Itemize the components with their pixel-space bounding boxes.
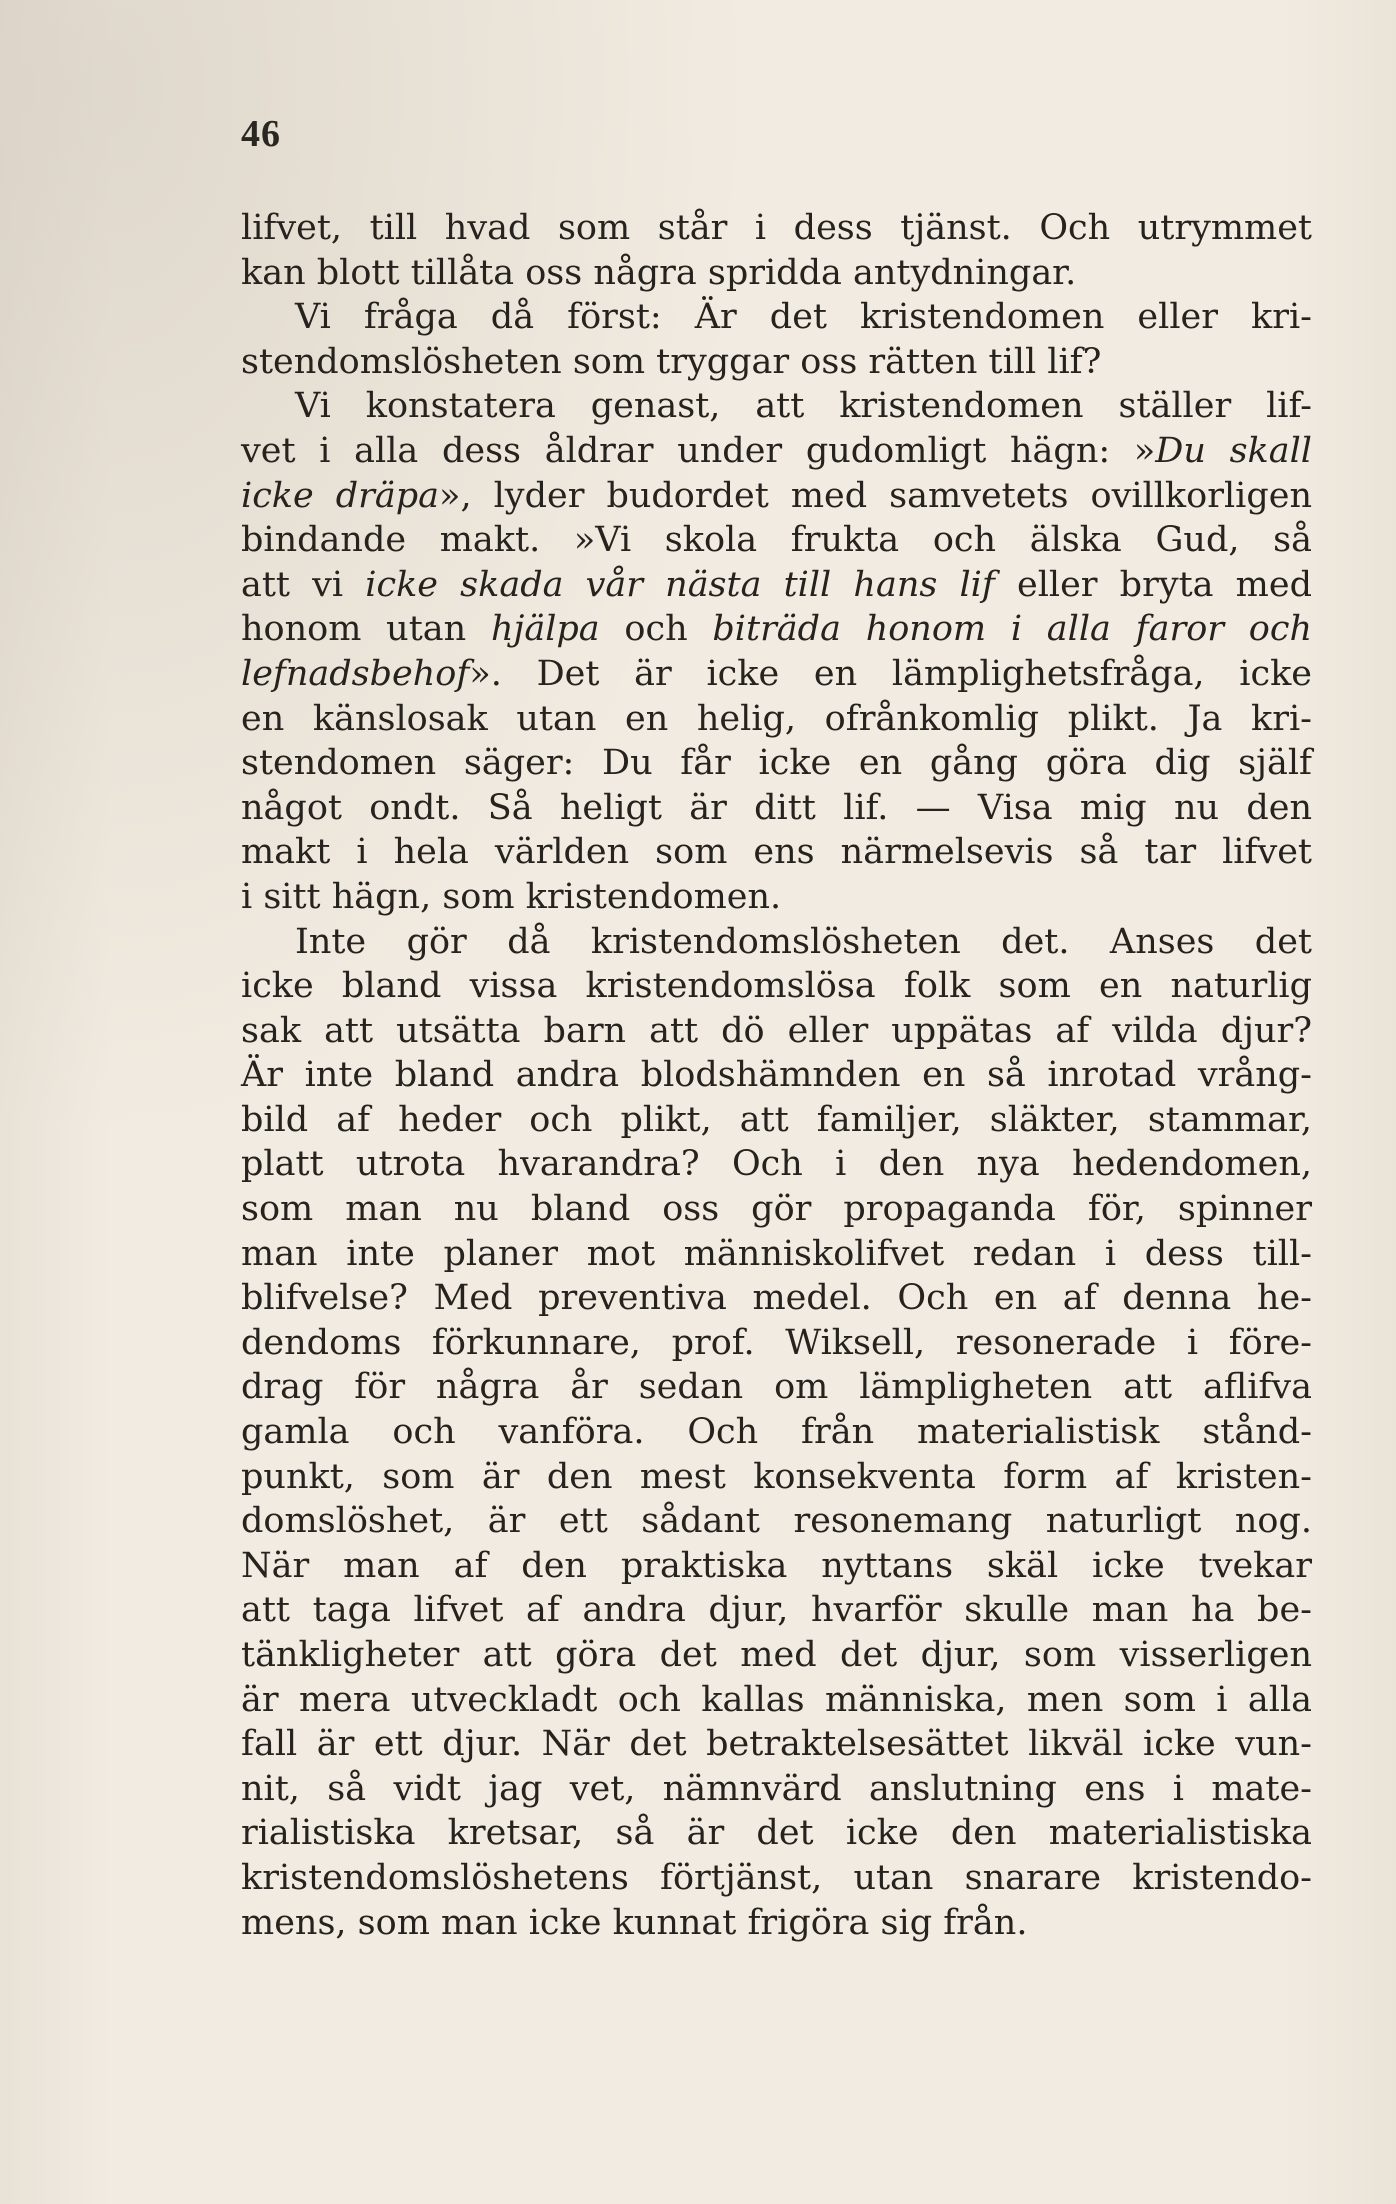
text-segment: kristendomslöshetens förtjänst, utan snarare kristendo-	[241, 1857, 1312, 1898]
text-line	[241, 1633, 1312, 1678]
text-segment: lifvet, till hvad som står i dess tjänst. Och utrymmet	[241, 208, 1312, 248]
text-line	[241, 1232, 1312, 1277]
text-line	[241, 741, 1312, 786]
text-segment: kan blott tillåta oss några spridda antydningar.	[241, 252, 1077, 293]
text-segment: mens, som man icke kunnat frigöra sig från.	[241, 1902, 1028, 1943]
text-segment: tänkligheter att göra det med det djur, som visserligen	[241, 1635, 1312, 1675]
text-line	[241, 1276, 1312, 1321]
text-line	[241, 518, 1312, 563]
text-line	[241, 1009, 1312, 1054]
italic-text: Du skall	[1155, 430, 1312, 471]
italic-text: icke dräpa	[241, 475, 440, 516]
text-segment: Är inte bland andra blodshämnden en så inrotad vrång-	[241, 1055, 1312, 1096]
text-segment: att taga lifvet af andra djur, hvarför skulle man ha be-	[241, 1590, 1312, 1631]
text-line	[241, 1722, 1312, 1767]
italic-text: lefnadsbehof	[241, 653, 470, 694]
text-segment: domslöshet, är ett sådant resonemang naturligt nog.	[241, 1501, 1312, 1542]
text-line	[241, 295, 1312, 340]
text-segment: bild af heder och plikt, att familjer, släkter, stammar,	[241, 1099, 1312, 1140]
text-line	[241, 1678, 1312, 1723]
italic-text: biträda honom i alla faror och	[712, 609, 1312, 650]
text-segment: vet i alla dess åldrar under gudomligt hägn: »	[241, 430, 1156, 471]
text-line	[241, 340, 1312, 385]
text-segment: som man nu bland oss gör propaganda för, spinner	[241, 1189, 1312, 1230]
text-line	[241, 429, 1312, 474]
text-segment: dendoms förkunnare, prof. Wiksell, resonerade i före-	[241, 1322, 1312, 1363]
text-line	[241, 1588, 1312, 1633]
text-segment: gamla och vanföra. Och från materialistisk stånd-	[241, 1412, 1312, 1453]
text-line	[241, 1811, 1312, 1856]
text-line	[241, 563, 1312, 608]
text-segment: », lyder budordet med samvetets ovillkorligen	[439, 475, 1312, 516]
text-line	[241, 251, 1312, 296]
text-segment: man inte planer mot människolifvet redan i dess till-	[241, 1233, 1312, 1274]
text-line	[241, 1142, 1312, 1187]
text-segment: en känslosak utan en helig, ofrånkomlig plikt. Ja kri-	[241, 698, 1312, 739]
text-line	[241, 1901, 1312, 1946]
text-line	[241, 697, 1312, 742]
page-number: 46	[241, 113, 281, 155]
text-line	[241, 1544, 1312, 1589]
text-line	[241, 830, 1312, 875]
text-line	[241, 1098, 1312, 1143]
text-segment: att vi	[241, 564, 366, 605]
text-segment: rialistiska kretsar, så är det icke den materialistiska	[241, 1813, 1312, 1854]
text-segment: Vi fråga då först: Är det kristendomen eller kri-	[295, 297, 1312, 338]
text-segment: och	[599, 609, 713, 650]
text-segment: något ondt. Så heligt är ditt lif. — Visa mig nu den	[241, 787, 1312, 828]
text-segment: makt i hela världen som ens närmelsevis så tar lifvet	[241, 832, 1312, 873]
text-line	[241, 1410, 1312, 1455]
text-line	[241, 1187, 1312, 1232]
text-segment: honom utan	[241, 609, 491, 650]
text-line	[241, 384, 1312, 429]
text-segment: Vi konstatera genast, att kristendomen ställer lif-	[295, 386, 1312, 427]
text-line	[241, 1499, 1312, 1544]
text-line	[241, 786, 1312, 831]
text-segment: punkt, som är den mest konsekventa form af kristen-	[241, 1456, 1312, 1497]
text-line	[241, 1767, 1312, 1812]
text-segment: sak att utsätta barn att dö eller uppätas af vilda djur?	[241, 1010, 1312, 1051]
text-segment: fall är ett djur. När det betraktelsesättet likväl icke vun-	[241, 1724, 1312, 1765]
body-text	[241, 206, 1312, 1945]
text-segment: stendomen säger: Du får icke en gång göra dig själf	[241, 743, 1312, 784]
text-segment: bindande makt. »Vi skola frukta och älska Gud, så	[241, 520, 1312, 561]
text-line	[241, 1321, 1312, 1366]
text-segment: stendomslösheten som tryggar oss rätten till lif?	[241, 341, 1102, 382]
italic-text: hjälpa	[490, 609, 600, 650]
text-line	[241, 1856, 1312, 1901]
text-line	[241, 964, 1312, 1009]
text-line	[241, 474, 1312, 519]
text-line	[241, 652, 1312, 697]
text-segment: i sitt hägn, som kristendomen.	[241, 876, 782, 917]
text-segment: eller bryta med	[994, 564, 1312, 605]
text-segment: blifvelse? Med preventiva medel. Och en af denna he-	[241, 1278, 1312, 1319]
text-line	[241, 607, 1312, 652]
text-segment: drag för några år sedan om lämpligheten att aflifva	[241, 1367, 1312, 1408]
italic-text: icke skada vår nästa till hans lif	[365, 564, 995, 605]
text-segment: ». Det är icke en lämplighetsfråga, icke	[469, 653, 1312, 694]
text-segment: nit, så vidt jag vet, nämnvärd anslutning ens i mate-	[241, 1768, 1312, 1809]
text-segment: är mera utveckladt och kallas människa, men som i alla	[241, 1679, 1312, 1720]
text-segment: När man af den praktiska nyttans skäl icke tvekar	[241, 1545, 1312, 1586]
text-line	[241, 920, 1312, 965]
text-line	[241, 1455, 1312, 1500]
text-segment: Inte gör då kristendomslösheten det. Anses det	[295, 921, 1312, 962]
text-line	[241, 1365, 1312, 1410]
text-segment: icke bland vissa kristendomslösa folk som en naturlig	[241, 966, 1312, 1007]
text-line	[241, 875, 1312, 920]
text-line	[241, 206, 1312, 251]
text-line	[241, 1053, 1312, 1098]
text-segment: platt utrota hvarandra? Och i den nya hedendomen,	[241, 1144, 1312, 1185]
